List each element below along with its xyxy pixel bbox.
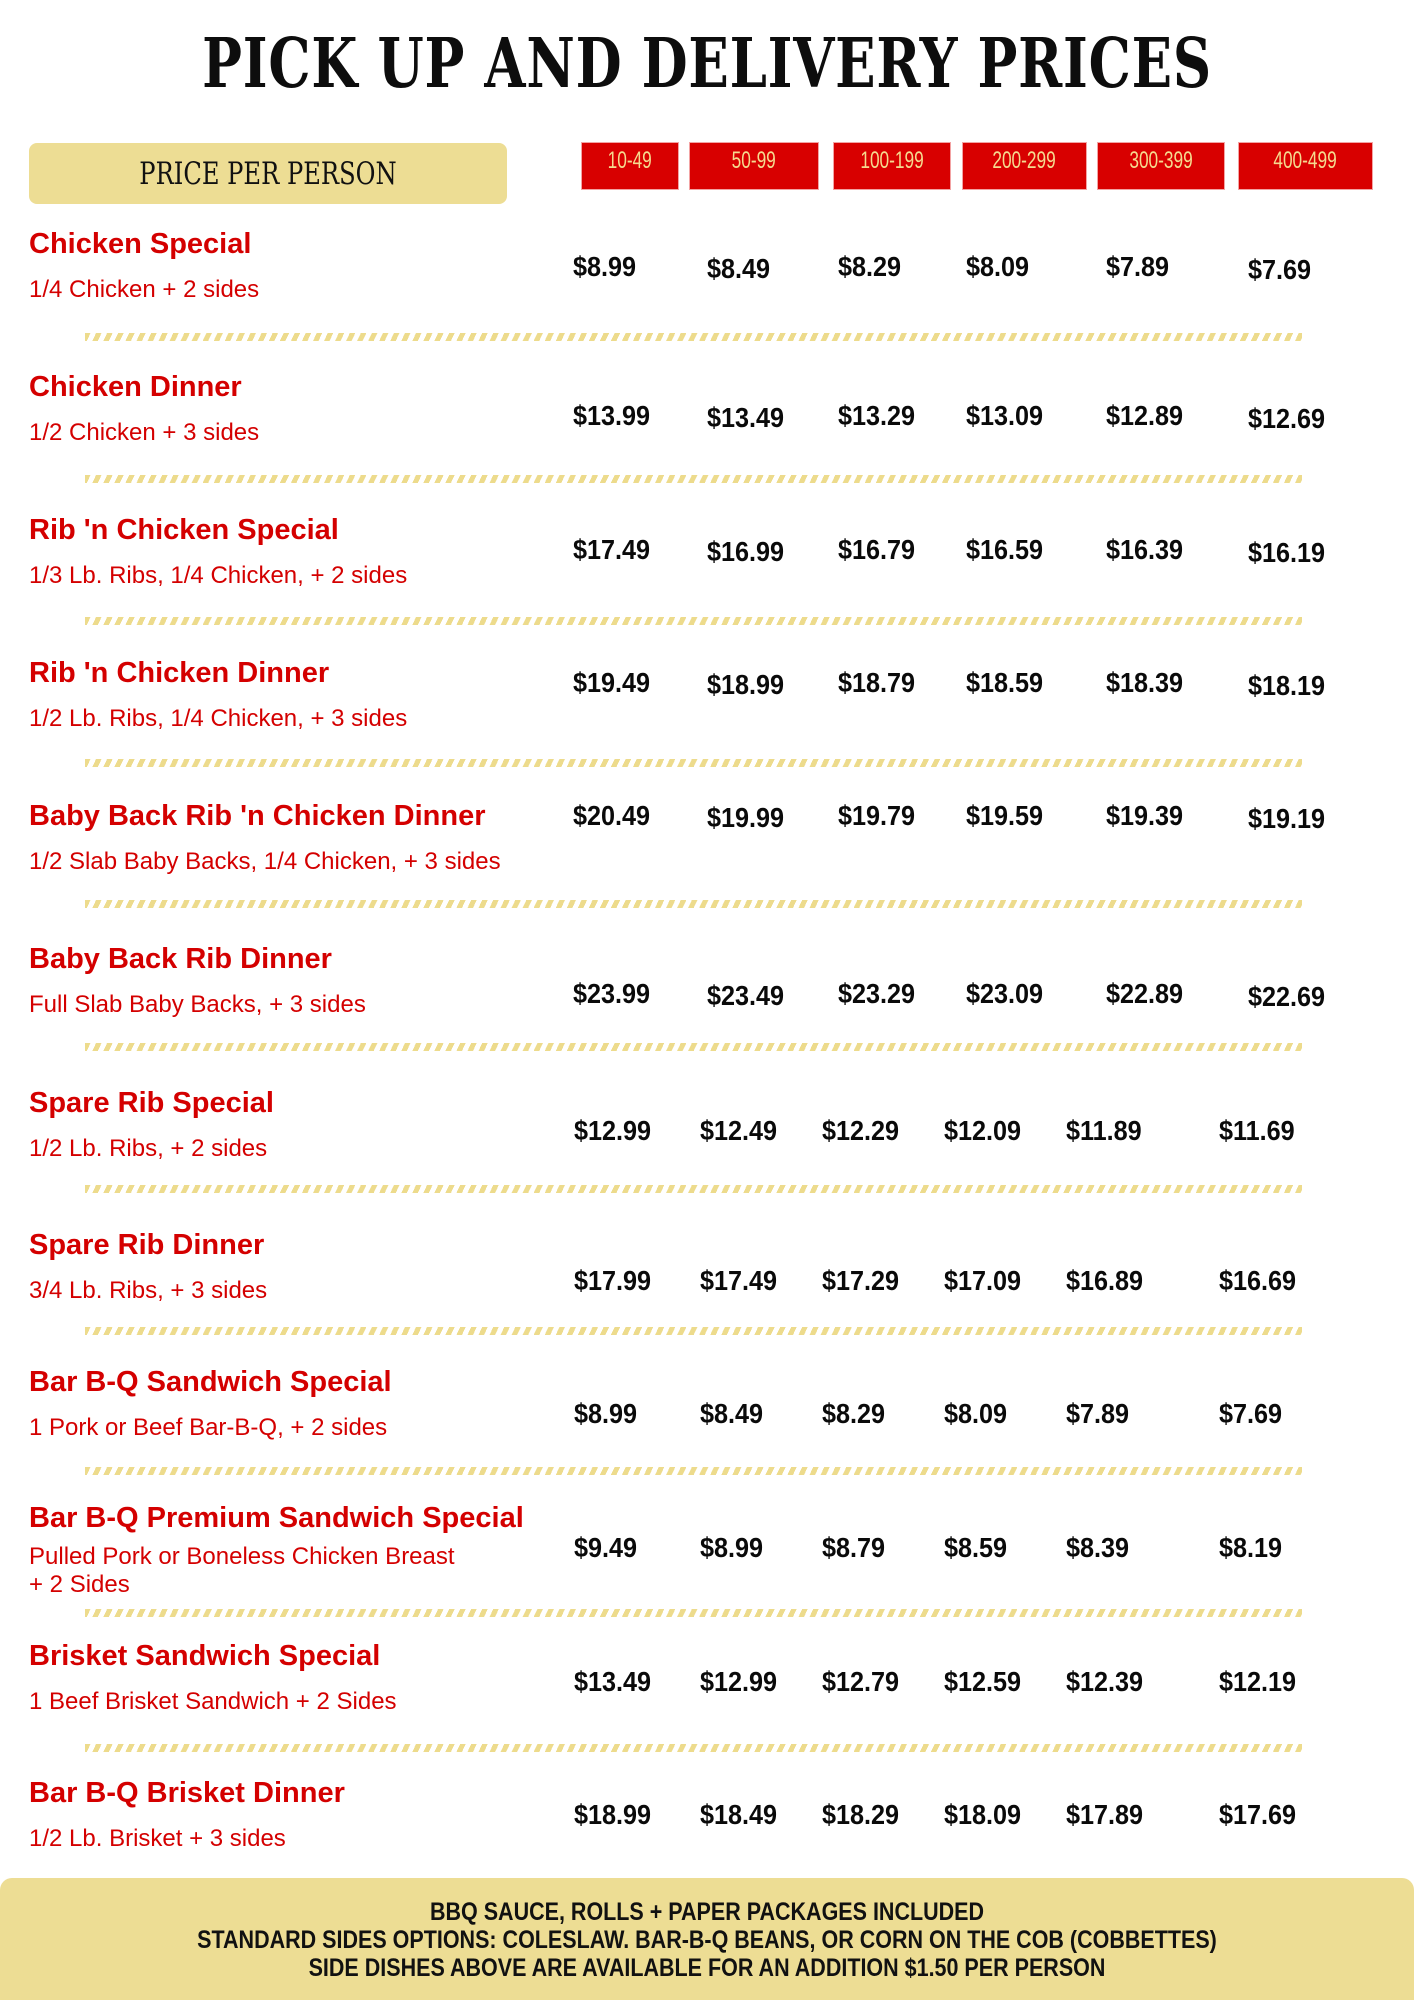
price-cell: $8.29 [822, 1398, 886, 1429]
price-cell: $12.99 [574, 1115, 652, 1146]
tier-label: 300-399 [1129, 147, 1193, 174]
item-desc: 1/2 Chicken + 3 sides [29, 419, 260, 446]
price-cell: $18.99 [574, 1799, 652, 1830]
price-cell: $19.79 [838, 800, 916, 831]
tier-50-99 [689, 142, 819, 190]
price-cell: $19.19 [1248, 803, 1326, 834]
tier-label: 100-199 [860, 147, 924, 174]
price-cell: $8.99 [573, 251, 637, 282]
item-desc: Full Slab Baby Backs, + 3 sides [29, 991, 366, 1018]
price-cell: $17.49 [700, 1265, 778, 1296]
price-cell: $12.19 [1219, 1666, 1297, 1697]
price-cell: $22.89 [1106, 978, 1184, 1009]
price-cell: $7.69 [1219, 1398, 1283, 1429]
price-cell: $16.69 [1219, 1265, 1297, 1296]
price-cell: $17.49 [573, 534, 651, 565]
price-cell: $8.79 [822, 1532, 886, 1563]
price-cell: $8.49 [700, 1398, 764, 1429]
item-name-chicken-dinner: Chicken Dinner [29, 371, 242, 403]
item-desc: 1/3 Lb. Ribs, 1/4 Chicken, + 2 sides [29, 562, 408, 589]
footer-notes [0, 1878, 1414, 2000]
item-name-bbq-brisket-dinner: Bar B-Q Brisket Dinner [29, 1777, 345, 1809]
price-cell: $8.29 [838, 251, 902, 282]
price-cell: $18.49 [700, 1799, 778, 1830]
tier-label: 400-499 [1273, 147, 1338, 174]
price-cell: $8.09 [944, 1398, 1008, 1429]
row-divider [85, 475, 1302, 483]
item-desc-line2: + 2 Sides [29, 1571, 130, 1598]
tier-400-499 [1238, 142, 1373, 190]
price-cell: $7.69 [1248, 254, 1312, 285]
price-cell: $12.39 [1066, 1666, 1144, 1697]
price-cell: $12.89 [1106, 400, 1184, 431]
price-cell: $20.49 [573, 800, 651, 831]
price-cell: $19.39 [1106, 800, 1184, 831]
price-cell: $18.79 [838, 667, 916, 698]
item-desc: 1/2 Lb. Ribs, 1/4 Chicken, + 3 sides [29, 705, 408, 732]
price-cell: $16.19 [1248, 537, 1326, 568]
price-cell: $18.29 [822, 1799, 900, 1830]
price-cell: $7.89 [1066, 1398, 1130, 1429]
item-name-rib-n-chicken-special: Rib 'n Chicken Special [29, 514, 339, 546]
price-cell: $12.09 [944, 1115, 1022, 1146]
page-title: PICK UP AND DELIVERY PRICES [202, 24, 1212, 104]
row-divider [85, 1043, 1302, 1051]
price-cell: $17.69 [1219, 1799, 1297, 1830]
price-cell: $13.29 [838, 400, 916, 431]
price-cell: $16.39 [1106, 534, 1184, 565]
row-divider [85, 1467, 1302, 1475]
price-cell: $13.99 [573, 400, 651, 431]
item-desc: 1 Pork or Beef Bar-B-Q, + 2 sides [29, 1414, 388, 1441]
price-cell: $23.29 [838, 978, 916, 1009]
item-name-baby-back-rib-dinner: Baby Back Rib Dinner [29, 943, 332, 975]
price-cell: $12.49 [700, 1115, 778, 1146]
price-cell: $7.89 [1106, 251, 1170, 282]
item-name-baby-back-rib-n-chicken-dinner: Baby Back Rib 'n Chicken Dinner [29, 800, 486, 832]
price-cell: $16.59 [966, 534, 1044, 565]
row-divider [85, 1744, 1302, 1752]
price-cell: $16.99 [707, 536, 785, 567]
tier-10-49 [581, 142, 679, 190]
price-cell: $8.39 [1066, 1532, 1130, 1563]
price-cell: $17.29 [822, 1265, 900, 1296]
price-cell: $16.79 [838, 534, 916, 565]
row-divider [85, 900, 1302, 908]
price-cell: $17.99 [574, 1265, 652, 1296]
price-cell: $8.19 [1219, 1532, 1283, 1563]
price-cell: $8.09 [966, 251, 1030, 282]
price-cell: $12.69 [1248, 403, 1326, 434]
tier-label: 50-99 [731, 147, 777, 174]
price-cell: $11.89 [1066, 1115, 1142, 1146]
row-divider [85, 1327, 1302, 1335]
price-cell: $11.69 [1219, 1115, 1295, 1146]
price-cell: $13.49 [707, 402, 785, 433]
price-cell: $8.99 [574, 1398, 638, 1429]
item-desc: 1/2 Lb. Brisket + 3 sides [29, 1825, 286, 1852]
price-cell: $8.99 [700, 1532, 764, 1563]
item-name-brisket-sandwich-special: Brisket Sandwich Special [29, 1640, 381, 1672]
item-name-spare-rib-dinner: Spare Rib Dinner [29, 1229, 265, 1261]
tier-100-199 [833, 142, 951, 190]
item-name-bbq-premium-sandwich-special: Bar B-Q Premium Sandwich Special [29, 1502, 524, 1534]
price-per-person-text: PRICE PER PERSON [139, 155, 397, 192]
price-cell: $13.49 [574, 1666, 652, 1697]
item-desc: Pulled Pork or Boneless Chicken Breast [29, 1543, 455, 1570]
price-cell: $12.79 [822, 1666, 900, 1697]
tier-300-399 [1097, 142, 1225, 190]
price-cell: $23.99 [573, 978, 651, 1009]
price-cell: $8.59 [944, 1532, 1008, 1563]
item-name-bbq-sandwich-special: Bar B-Q Sandwich Special [29, 1366, 392, 1398]
item-desc: 1 Beef Brisket Sandwich + 2 Sides [29, 1688, 397, 1715]
item-name-spare-rib-special: Spare Rib Special [29, 1087, 274, 1119]
row-divider [85, 1185, 1302, 1193]
price-cell: $18.09 [944, 1799, 1022, 1830]
price-cell: $12.59 [944, 1666, 1022, 1697]
price-cell: $19.59 [966, 800, 1044, 831]
price-cell: $18.19 [1248, 670, 1326, 701]
price-cell: $18.99 [707, 669, 785, 700]
price-cell: $22.69 [1248, 981, 1326, 1012]
item-desc: 1/2 Slab Baby Backs, 1/4 Chicken, + 3 sides [29, 848, 501, 875]
item-desc: 1/4 Chicken + 2 sides [29, 276, 260, 303]
item-name-rib-n-chicken-dinner: Rib 'n Chicken Dinner [29, 657, 330, 689]
row-divider [85, 617, 1302, 625]
price-cell: $18.59 [966, 667, 1044, 698]
price-cell: $16.89 [1066, 1265, 1144, 1296]
price-cell: $12.99 [700, 1666, 778, 1697]
price-cell: $9.49 [574, 1532, 638, 1563]
row-divider [85, 1609, 1302, 1617]
tier-label: 10-49 [607, 147, 653, 174]
footer-line-side-dishes-price: SIDE DISHES ABOVE ARE AVAILABLE FOR AN ADDITION $1.50 PER PERSON [308, 1954, 1106, 1982]
footer-line-sides-options: STANDARD SIDES OPTIONS: COLESLAW. BAR-B-Q BEANS, OR CORN ON THE COB (COBBETTES) [197, 1926, 1217, 1954]
tier-200-299 [962, 142, 1087, 190]
price-cell: $12.29 [822, 1115, 900, 1146]
price-cell: $19.49 [573, 667, 651, 698]
item-name-chicken-special: Chicken Special [29, 228, 252, 260]
item-desc: 3/4 Lb. Ribs, + 3 sides [29, 1277, 268, 1304]
footer-line-included: BBQ SAUCE, ROLLS + PAPER PACKAGES INCLUDED [429, 1898, 985, 1926]
price-cell: $17.89 [1066, 1799, 1144, 1830]
item-desc: 1/2 Lb. Ribs, + 2 sides [29, 1135, 268, 1162]
price-cell: $19.99 [707, 802, 785, 833]
tier-label: 200-299 [992, 147, 1057, 174]
row-divider [85, 333, 1302, 341]
price-cell: $8.49 [707, 253, 771, 284]
price-cell: $18.39 [1106, 667, 1184, 698]
price-cell: $13.09 [966, 400, 1044, 431]
price-cell: $23.09 [966, 978, 1044, 1009]
price-cell: $23.49 [707, 980, 785, 1011]
price-per-person-label [29, 143, 507, 204]
price-cell: $17.09 [944, 1265, 1022, 1296]
row-divider [85, 759, 1302, 767]
